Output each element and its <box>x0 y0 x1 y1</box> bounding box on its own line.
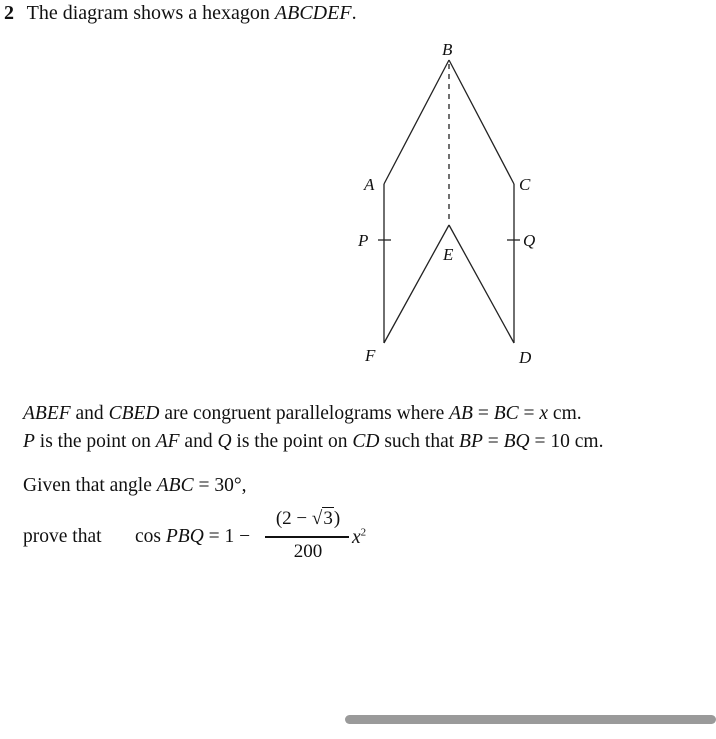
sqrt-argument: 3 <box>323 508 333 529</box>
text-run: is the point on <box>34 431 156 452</box>
exponent: 2 <box>360 526 367 539</box>
var-x: x <box>352 527 361 548</box>
edge-BA <box>384 60 449 184</box>
text-run: BC <box>493 403 519 424</box>
fraction-denominator: 200 <box>293 541 323 562</box>
intro-end: . <box>351 2 357 24</box>
edge-ED <box>449 225 514 343</box>
fraction-bar <box>265 536 349 538</box>
prove-lhs <box>135 525 250 548</box>
fraction-numerator <box>265 508 351 530</box>
label-P: P <box>358 231 369 250</box>
statement-line-2 <box>23 430 603 453</box>
text-run: Given that angle <box>23 475 157 496</box>
label-F: F <box>365 346 376 365</box>
horizontal-scrollbar[interactable] <box>345 715 716 724</box>
statement-line-1 <box>23 402 582 425</box>
text-run: = <box>482 431 504 452</box>
label-B: B <box>442 40 453 59</box>
text-run: AB <box>449 403 473 424</box>
label-C: C <box>519 175 531 194</box>
equals-one-minus: = 1 − <box>203 526 251 547</box>
text-run: and <box>70 403 109 424</box>
text-run: x <box>539 403 549 424</box>
prove-label: prove that <box>23 526 102 547</box>
text-run: cm. <box>548 403 582 424</box>
text-run: ABC <box>156 475 194 496</box>
text-run: ABEF <box>23 403 71 424</box>
given-line <box>23 474 247 497</box>
text-run: AF <box>155 431 180 452</box>
label-A: A <box>364 175 375 194</box>
text-run: P <box>23 431 35 452</box>
text-run: BP <box>459 431 483 452</box>
variable-term <box>352 526 366 549</box>
text-run: Q <box>217 431 232 452</box>
angle-pbq: PBQ <box>165 526 204 547</box>
text-run: CBED <box>108 403 160 424</box>
numerator-close: ) <box>333 508 341 529</box>
text-run: = <box>518 403 540 424</box>
label-D: D <box>519 348 532 367</box>
text-run: = 10 cm. <box>529 431 604 452</box>
edge-CB <box>449 60 514 184</box>
text-run: BQ <box>503 431 530 452</box>
label-Q: Q <box>523 231 536 250</box>
text-run: is the point on <box>231 431 353 452</box>
text-run: = 30°, <box>193 475 247 496</box>
text-run: CD <box>352 431 380 452</box>
text-run: and <box>179 431 218 452</box>
intro-text: The diagram shows a hexagon <box>26 2 270 24</box>
question-number: 2 <box>4 2 14 24</box>
text-run: = <box>472 403 494 424</box>
edge-FE <box>384 225 449 343</box>
text-run: are congruent parallelograms where <box>159 403 450 424</box>
intro-shape: ABCDEF <box>274 2 352 24</box>
text-run: such that <box>379 431 460 452</box>
label-E: E <box>443 245 454 264</box>
sqrt-symbol: √ <box>311 508 323 529</box>
cos-text: cos <box>135 526 166 547</box>
numerator-open: (2 − <box>275 508 312 529</box>
